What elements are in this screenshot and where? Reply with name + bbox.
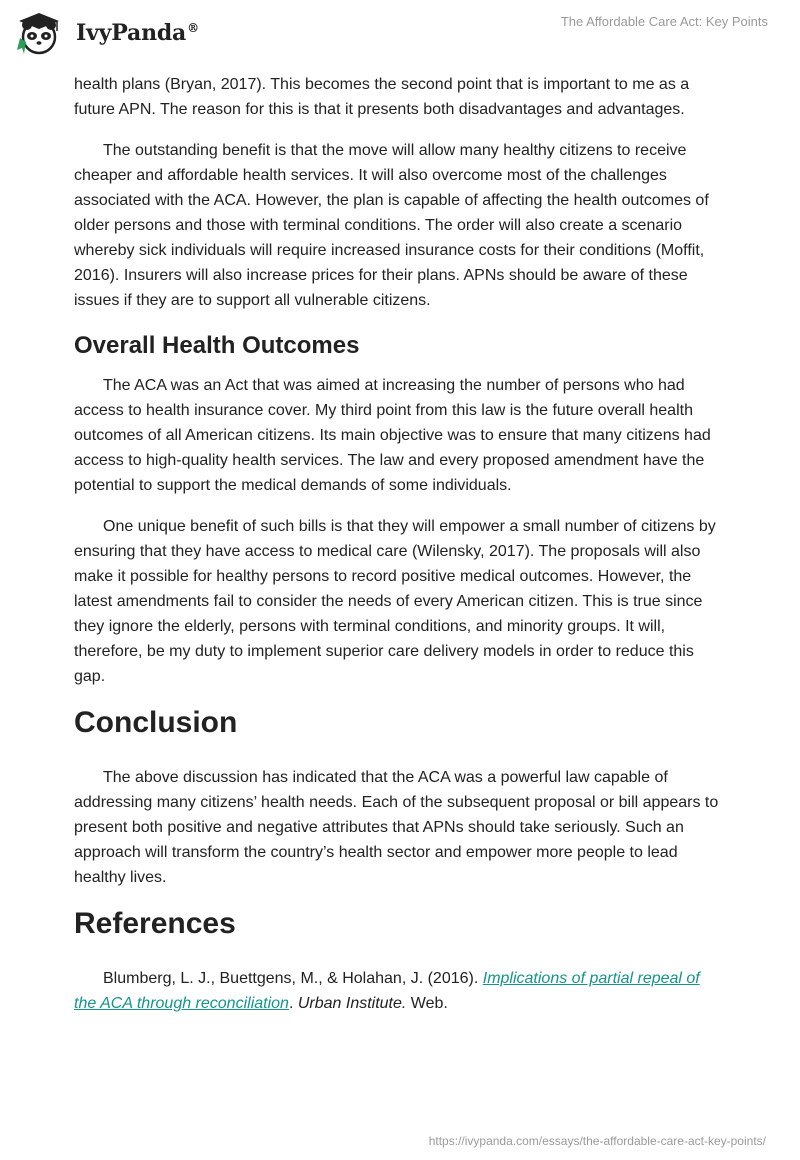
document-title: The Affordable Care Act: Key Points — [560, 14, 768, 29]
reference-title-link[interactable]: Implications of partial repeal of the ACA through reconciliation — [74, 970, 700, 1012]
reference-separator: . — [288, 995, 294, 1012]
reference-authors: Blumberg, L. J., Buettgens, M., & Holahan, J. (2016). — [103, 970, 479, 987]
paragraph-2: The outstanding benefit is that the move will allow many healthy citizens to receive cheaper and affordable health services. It will also overcome most of the challenges associated with the ACA. However, the plan is capable of affecting the health outcomes of older persons and those with terminal conditions. The order will also create a scenario whereby sick individuals will require increased insurance costs for their conditions (Moffit, 2016). Insurers will also increase prices for their plans. APNs should be aware of these issues if they are to support all vulnerable citizens. — [74, 142, 709, 309]
paragraph-1: health plans (Bryan, 2017). This becomes the second point that is important to me as a future APN. The reason for this is that it presents both disadvantages and advantages. — [74, 76, 690, 118]
reference-entry — [74, 966, 726, 1016]
panda-logo-icon — [14, 8, 64, 58]
paragraph-5: The above discussion has indicated that the ACA was a powerful law capable of addressing many citizens’ health needs. Each of the subsequent proposal or bill appears to present both positive and negative attributes that APNs should take seriously. Such an approach will transform the country’s health sector and empower more people to lead healthy lives. — [74, 769, 719, 886]
page-header — [0, 0, 800, 70]
reference-suffix: Web. — [410, 995, 448, 1012]
brand-name: IvyPanda® — [76, 20, 199, 46]
brand-logo[interactable] — [14, 8, 199, 58]
article-body — [74, 72, 726, 1032]
reference-journal: Urban Institute. — [297, 995, 407, 1012]
paragraph-4: One unique benefit of such bills is that they will empower a small number of citizens by ensuring that they have access to medical care (Wilensky, 2017). The proposals will also make it possible for healthy persons to record positive medical outcomes. However, the latest amendments fail to consider the needs of every American citizen. This is true since they ignore the elderly, persons with terminal conditions, and minority groups. It will, therefore, be my duty to implement superior care delivery models in order to reduce this gap. — [74, 518, 716, 685]
heading-overall-health-outcomes: Overall Health Outcomes — [74, 332, 360, 359]
heading-conclusion: Conclusion — [74, 706, 238, 739]
paragraph-3: The ACA was an Act that was aimed at increasing the number of persons who had access to health insurance cover. My third point from this law is the future overall health outcomes of all American citizens. Its main objective was to ensure that many citizens had access to high-quality health services. The law and every proposed amendment have the potential to support the medical demands of some individuals. — [74, 377, 711, 494]
footer-url[interactable]: https://ivypanda.com/essays/the-affordable-care-act-key-points/ — [428, 1134, 766, 1148]
heading-references: References — [74, 907, 236, 940]
